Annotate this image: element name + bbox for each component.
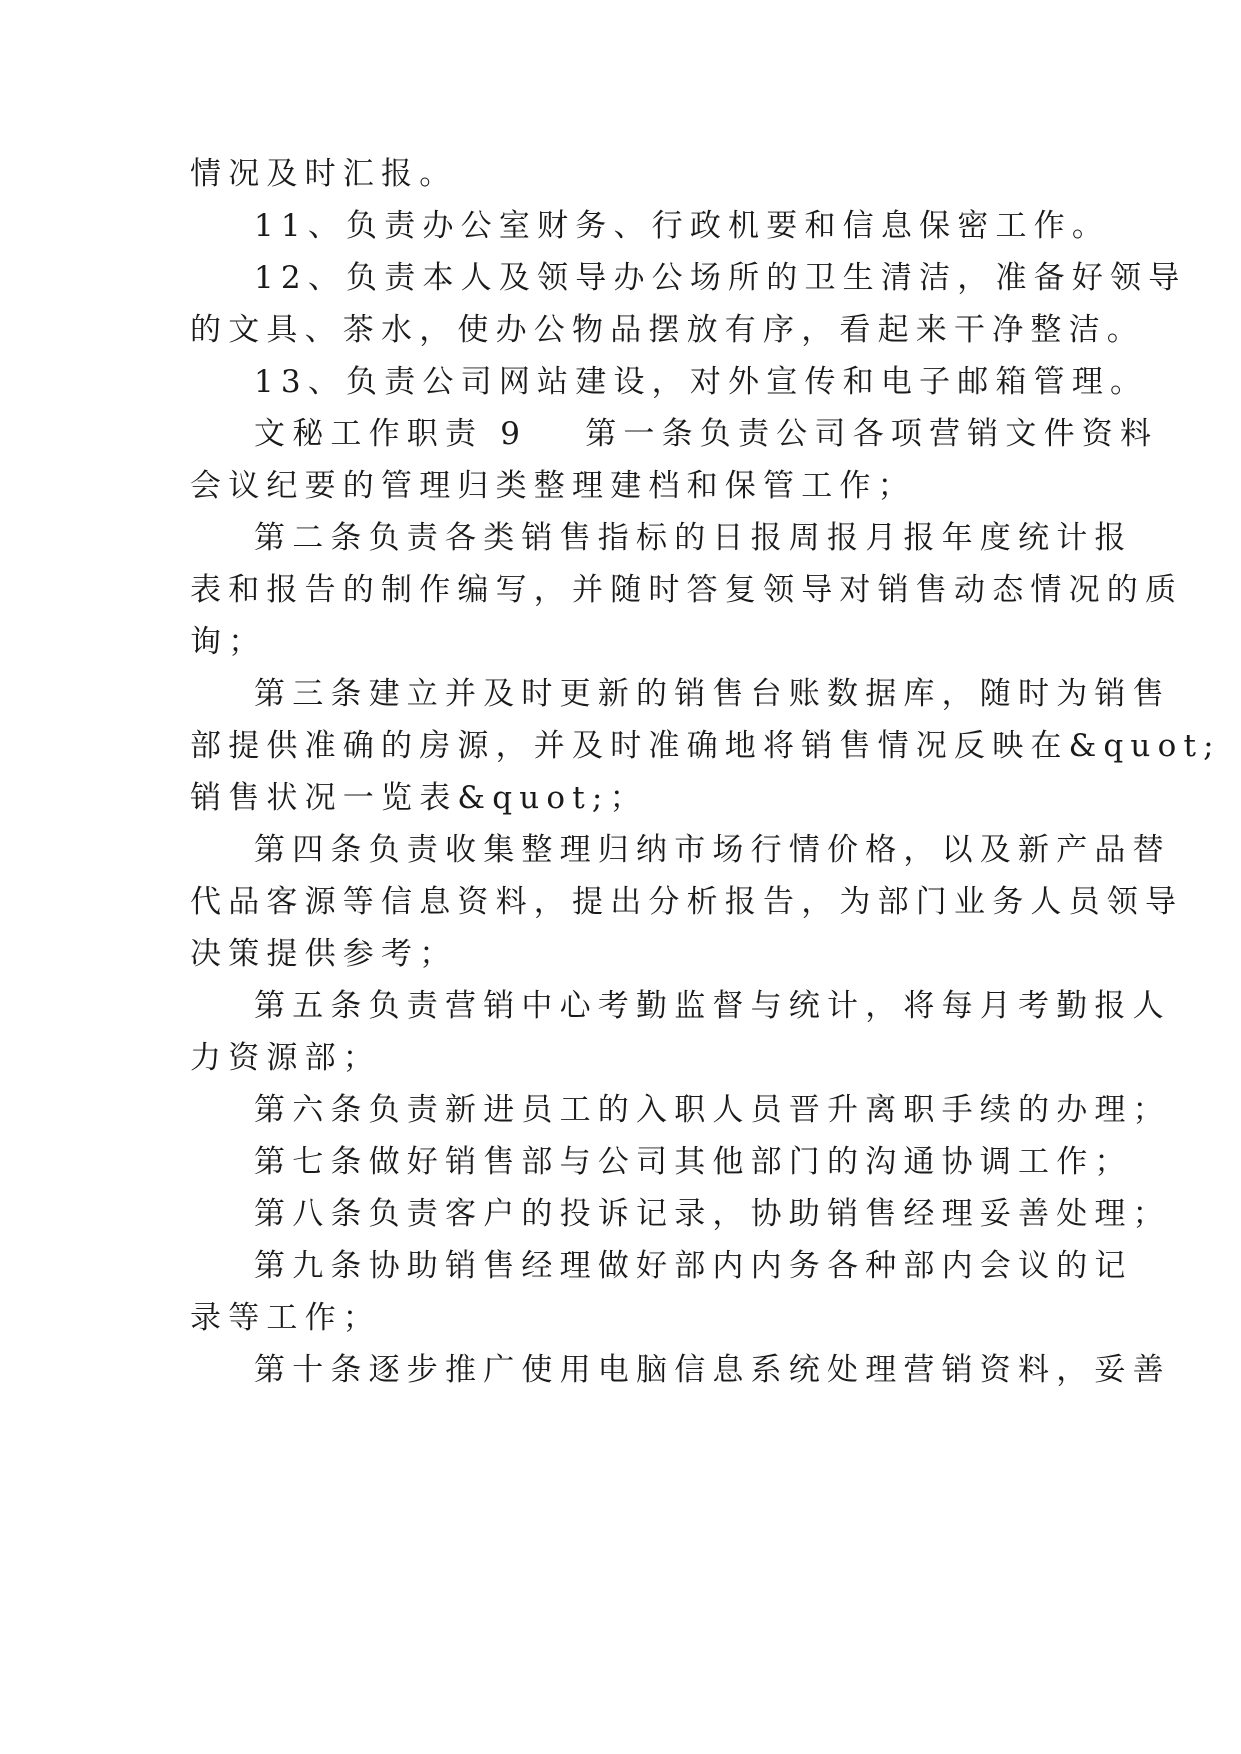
text-line: 录等工作； [190,1300,381,1336]
text-line: 的文具、茶水，使办公物品摆放有序，看起来干净整洁。 [190,312,1145,348]
text-line: 第三条建立并及时更新的销售台账数据库，随时为销售 [254,676,1171,712]
text-line: 表和报告的制作编写，并随时答复领导对销售动态情况的质 [190,572,1184,608]
text-line: 11、负责办公室财务、行政机要和信息保密工作。 [254,208,1111,244]
text-line: 决策提供参考； [190,936,458,972]
text-line: 会议纪要的管理归类整理建档和保管工作； [190,468,916,504]
text-line: 第八条负责客户的投诉记录，协助销售经理妥善处理； [254,1196,1171,1232]
text-segment: 第一条负责公司各项营销文件资料 [585,416,1159,452]
section-heading-line [254,414,1158,454]
text-line: 第四条负责收集整理归纳市场行情价格，以及新产品替 [254,832,1171,868]
text-line: 第二条负责各类销售指标的日报周报月报年度统计报 [254,520,1133,556]
text-line: 部提供准确的房源，并及时准确地将销售情况反映在&quot; [190,728,1221,764]
section-heading: 文秘工作职责 9 [254,416,528,452]
text-line: 询； [190,624,267,660]
text-line: 情况及时汇报。 [190,156,458,192]
text-line: 第七条做好销售部与公司其他部门的沟通协调工作； [254,1144,1133,1180]
text-line: 第五条负责营销中心考勤监督与统计，将每月考勤报人 [254,988,1171,1024]
text-line: 第十条逐步推广使用电脑信息系统处理营销资料，妥善 [254,1352,1171,1388]
text-line: 代品客源等信息资料，提出分析报告，为部门业务人员领导 [190,884,1184,920]
text-line: 销售状况一览表&quot;； [190,780,648,816]
text-line: 13、负责公司网站建设，对外宣传和电子邮箱管理。 [254,364,1149,400]
text-line: 第六条负责新进员工的入职人员晋升离职手续的办理； [254,1092,1171,1128]
text-line: 第九条协助销售经理做好部内内务各种部内会议的记 [254,1248,1133,1284]
text-line: 力资源部； [190,1040,381,1076]
text-line: 12、负责本人及领导办公场所的卫生清洁，准备好领导 [254,260,1187,296]
